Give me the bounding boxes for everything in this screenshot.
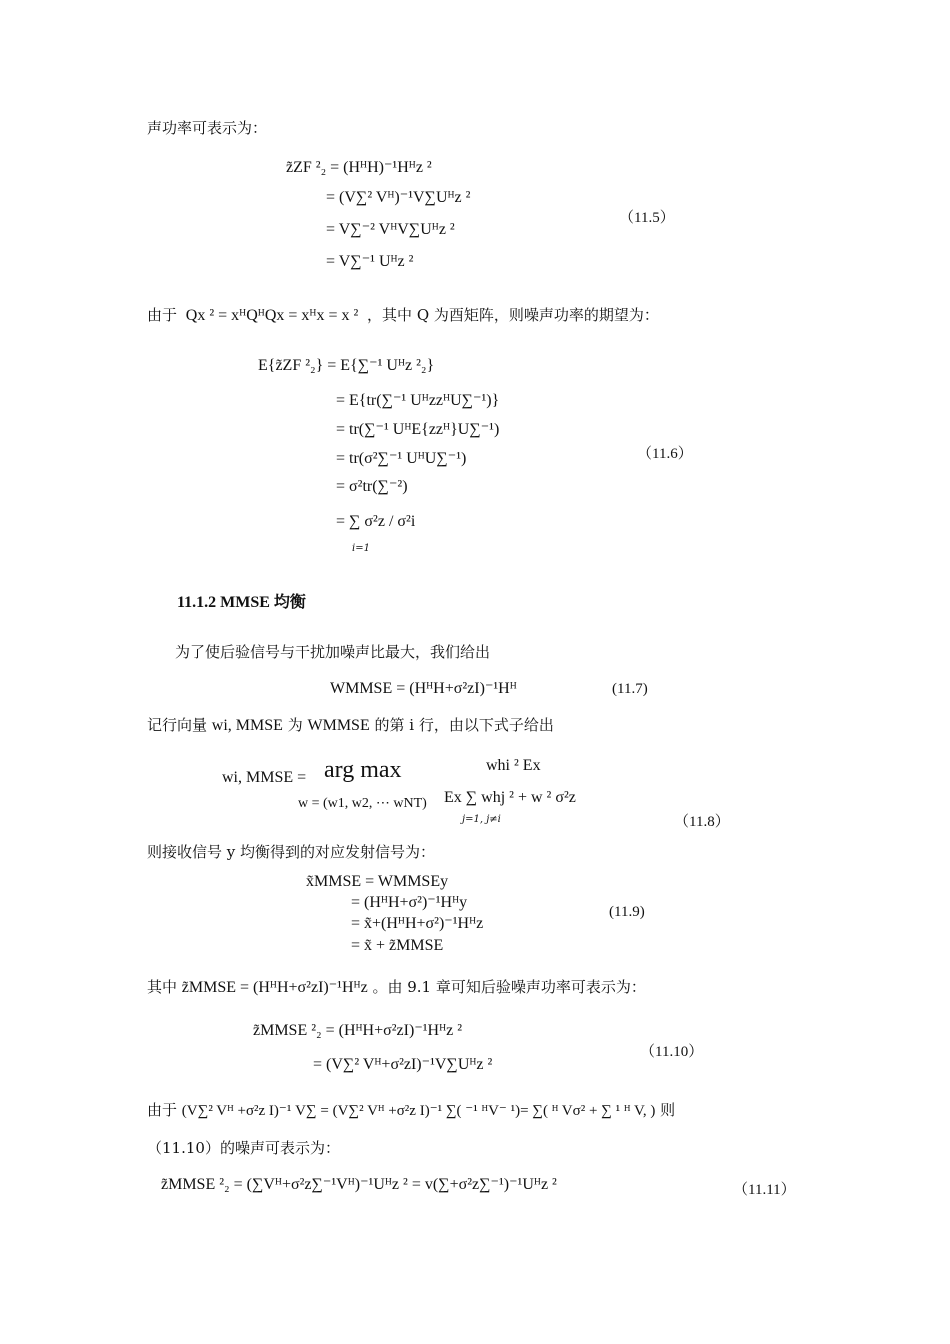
eq-11-9-line-4: = x̃ + z̃MMSE <box>351 937 444 954</box>
p7-text-a: 由于 <box>147 1101 178 1119</box>
paragraph-unitary <box>147 306 659 325</box>
eq-11-5-line-4: = V∑⁻¹ Uᴴz ² <box>326 253 414 270</box>
eq-11-5-line-1: z̃ZF ²₂ = (HᴴH)⁻¹Hᴴz ² <box>286 159 432 176</box>
p2-text-b: ，其中 Q 为酉矩阵，则噪声功率的期望为： <box>367 306 659 324</box>
p4-text-c: 的第 i 行，由以下式子给出 <box>374 716 554 734</box>
eq-11-7-number: (11.7) <box>612 681 648 697</box>
eq-11-8-argmax: arg max <box>324 757 402 783</box>
eq-11-6-line-4: = tr(σ²∑⁻¹ UᴴU∑⁻¹) <box>336 450 467 467</box>
paragraph-mmse-intro: 为了使后验信号与干扰加噪声比最大，我们给出 <box>175 643 491 661</box>
eq-11-8-argmax-sub: w = (w1, w2, ⋯ wNT) <box>298 796 427 811</box>
section-heading: 11.1.2 MMSE 均衡 <box>177 594 306 611</box>
eq-11-9-line-1: x̃MMSE = WMMSEy <box>306 873 449 890</box>
eq-11-8-number: （11.8） <box>674 814 730 830</box>
eq-11-9-number: (11.9) <box>609 904 645 920</box>
eq-11-11-line-1: z̃MMSE ²₂ = (∑Vᴴ+σ²z∑⁻¹Vᴴ)⁻¹Uᴴz ² = v(∑+σ²z∑⁻¹)⁻¹Uᴴz ² <box>161 1176 557 1193</box>
p4-text-b: 为 <box>287 716 303 734</box>
eq-11-6-line-5: = σ²tr(∑⁻²) <box>336 478 408 495</box>
p6-text-b: 。由 9.1 章可知后验噪声功率可表示为： <box>372 978 646 996</box>
eq-11-5-line-2: = (V∑² Vᴴ)⁻¹V∑Uᴴz ² <box>326 189 471 206</box>
p4-text-a: 记行向量 <box>147 716 208 734</box>
eq-11-10-line-1: z̃MMSE ²₂ = (HᴴH+σ²zI)⁻¹Hᴴz ² <box>253 1022 463 1039</box>
eq-11-6-line-1: E{z̃ZF ²₂} = E{∑⁻¹ Uᴴz ²₂} <box>258 357 435 374</box>
p2-math: Qx ² = xᴴQᴴQx = xᴴx = x ² <box>185 307 359 324</box>
eq-11-10-number: （11.10） <box>640 1044 704 1060</box>
eq-11-8-denominator: Ex ∑ whj ² + w ² σ²z <box>444 789 576 806</box>
p7-text-b: 则 <box>660 1101 676 1119</box>
paragraph-since <box>147 1101 675 1120</box>
eq-11-6-line-6: = ∑ σ²z / σ²i <box>336 513 416 530</box>
eq-11-8-numerator: whi ² Ex <box>486 757 541 774</box>
p6-text-a: 其中 <box>147 978 178 996</box>
p6-math: z̃MMSE = (HᴴH+σ²zI)⁻¹Hᴴz <box>181 979 368 996</box>
eq-11-5-number: （11.5） <box>619 210 675 226</box>
eq-11-8-lhs: wi, MMSE = <box>222 769 307 786</box>
eq-11-6-line-2: = E{tr(∑⁻¹ UᴴzzᴴU∑⁻¹)} <box>336 392 500 409</box>
eq-11-10-line-2: = (V∑² Vᴴ+σ²zI)⁻¹V∑Uᴴz ² <box>313 1056 493 1073</box>
eq-11-6-number: （11.6） <box>637 446 693 462</box>
eq-11-11-number: （11.11） <box>733 1182 796 1198</box>
eq-11-6-sum-lower: i=1 <box>352 543 370 554</box>
p4-w-row: wi, MMSE <box>211 717 283 734</box>
paragraph-noise-expr: （11.10）的噪声可表示为： <box>147 1139 340 1157</box>
paragraph-row-vector <box>147 716 554 735</box>
eq-11-9-line-3: = x̃+(HᴴH+σ²)⁻¹Hᴴz <box>351 915 484 932</box>
eq-11-7-line-1: WMMSE = (HᴴH+σ²zI)⁻¹Hᴴ <box>330 680 517 697</box>
eq-11-9-line-2: = (HᴴH+σ²)⁻¹Hᴴy <box>351 894 468 911</box>
p4-w-matrix: WMMSE <box>307 717 370 734</box>
eq-11-6-line-3: = tr(∑⁻¹ UᴴE{zzᴴ}U∑⁻¹) <box>336 421 500 438</box>
paragraph-intro: 声功率可表示为： <box>147 119 268 137</box>
paragraph-received-signal: 则接收信号 y 均衡得到的对应发射信号为： <box>147 843 436 861</box>
eq-11-8-denominator-sub: j=1, j≠i <box>462 814 501 825</box>
p2-text-a: 由于 <box>147 306 178 324</box>
paragraph-noise-def <box>147 978 646 997</box>
eq-11-5-line-3: = V∑⁻² VᴴV∑Uᴴz ² <box>326 221 455 238</box>
p7-math: (V∑² Vᴴ +σ²z I)⁻¹ V∑ = (V∑² Vᴴ +σ²z I)⁻¹ ∑( ⁻¹ ᴴV⁻ ¹)= ∑( ᴴ Vσ² + ∑ ¹ ᴴ V, ) <box>181 1103 656 1119</box>
